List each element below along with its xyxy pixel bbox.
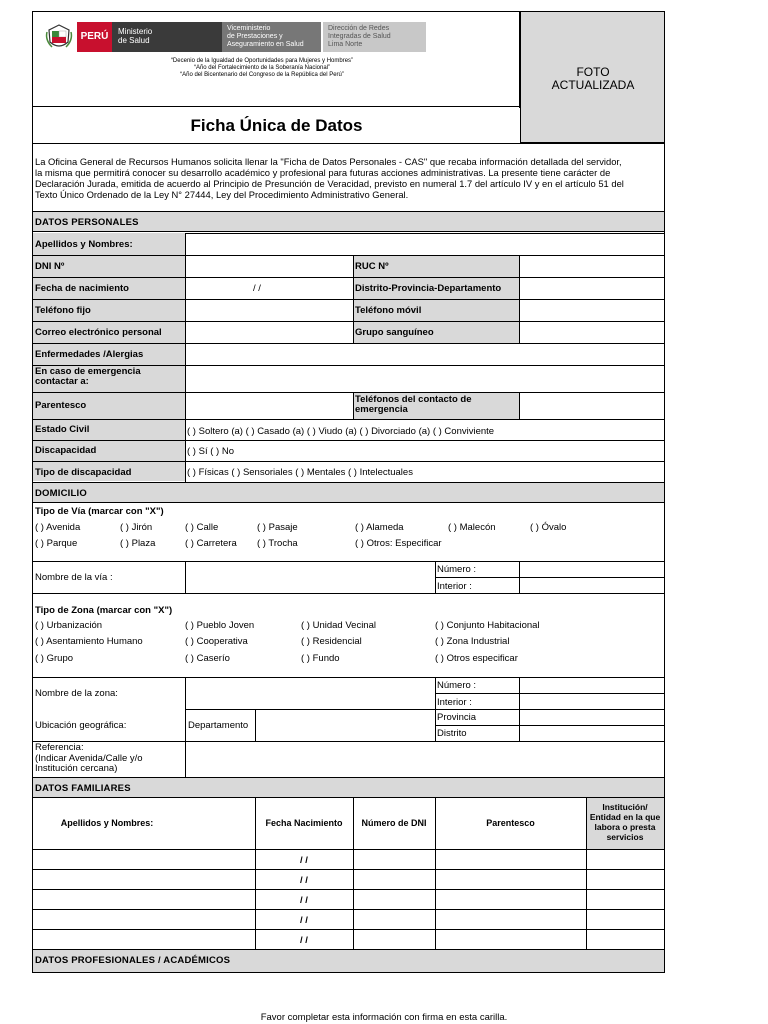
- footer-note: Favor completar esta información con firma en esta carilla.: [260, 1012, 508, 1023]
- nombre-via-field[interactable]: [186, 562, 435, 593]
- zona-option[interactable]: ( ) Residencial: [301, 636, 362, 647]
- label-provincia: Provincia: [437, 712, 477, 723]
- label-interior: Interior :: [437, 697, 472, 708]
- label-parentesco: Parentesco: [35, 400, 87, 411]
- col-institucion-line: servicios: [606, 832, 644, 842]
- label-emergencia-line: contactar a:: [35, 376, 89, 387]
- zona-option[interactable]: ( ) Fundo: [301, 653, 340, 664]
- photo-label: [521, 66, 665, 92]
- zona-numero-field[interactable]: [520, 678, 664, 693]
- col-parentesco: Parentesco: [486, 818, 535, 828]
- col-institucion: [586, 802, 664, 842]
- vice-line: Viceministerio: [227, 25, 271, 32]
- label-tel-contacto-line: emergencia: [355, 404, 408, 415]
- tel-contacto-field[interactable]: [520, 393, 664, 419]
- col-apellidos: Apellidos y Nombres:: [60, 818, 154, 828]
- fecha-nacimiento-field[interactable]: / /: [253, 283, 261, 294]
- section-datos-familiares: [33, 777, 664, 798]
- correo-field[interactable]: [186, 322, 352, 343]
- emergencia-field[interactable]: [186, 366, 664, 392]
- label-nombre-via: Nombre de la vía :: [35, 572, 113, 583]
- label-nombre-zona: Nombre de la zona:: [35, 688, 118, 699]
- interior-field[interactable]: [520, 578, 664, 593]
- col-numero-dni: Número de DNI: [361, 818, 427, 828]
- label-estado-civil: Estado Civil: [35, 424, 90, 435]
- label-telefono-movil: Teléfono móvil: [355, 305, 422, 316]
- zona-option[interactable]: ( ) Otros especificar: [435, 653, 518, 664]
- via-option[interactable]: ( ) Avenida: [35, 522, 81, 533]
- decenio-line: “Año del Bicentenario del Congreso de la República del Perú”: [180, 72, 344, 78]
- enfermedades-field[interactable]: [186, 344, 664, 365]
- ruc-field[interactable]: [520, 256, 664, 277]
- photo-box[interactable]: [520, 12, 664, 143]
- via-option[interactable]: ( ) Plaza: [120, 538, 156, 549]
- vice-line: Aseguramiento en Salud: [227, 41, 304, 48]
- via-option[interactable]: ( ) Óvalo: [530, 522, 567, 533]
- numero-field[interactable]: [520, 562, 664, 577]
- section-datos-personales: [33, 211, 664, 232]
- referencia-field[interactable]: [186, 742, 664, 777]
- table-row-date[interactable]: / /: [300, 855, 308, 866]
- label-apellidos: Apellidos y Nombres:: [35, 239, 133, 250]
- via-option[interactable]: ( ) Malecón: [448, 522, 496, 533]
- ministerio-line: Ministerio: [118, 27, 153, 36]
- coat-of-arms-icon: [44, 22, 74, 52]
- col-fecha-nacimiento: Fecha Nacimiento: [265, 818, 343, 828]
- discapacidad-options[interactable]: ( ) Sí ( ) No: [187, 446, 234, 457]
- label-interior: Interior :: [437, 581, 472, 592]
- telefono-fijo-field[interactable]: [186, 300, 352, 321]
- decenio-line: “Decenio de la Igualdad de Oportunidades para Mujeres y Hombres”: [170, 58, 354, 64]
- via-option[interactable]: ( ) Calle: [185, 522, 219, 533]
- label-tel-contacto: [355, 395, 471, 415]
- intro-line: la misma que permitirá conocer su desarrollo académico y profesional para futuras acciones administrativas. La presente tiene carácter de: [35, 167, 611, 178]
- label-distrito: Distrito-Provincia-Departamento: [355, 283, 502, 294]
- col-institucion-line: labora o presta: [594, 822, 656, 832]
- header-block: [32, 11, 520, 108]
- label-grupo-sanguineo: Grupo sanguíneo: [355, 327, 434, 338]
- peru-badge: PERÚ: [77, 22, 112, 52]
- via-option[interactable]: ( ) Carretera: [185, 538, 237, 549]
- intro-line: La Oficina General de Recursos Humanos solicita llenar la "Ficha de Datos Personales - CAS" que recaba información detallada del servidor,: [35, 156, 622, 167]
- via-option[interactable]: ( ) Parque: [35, 538, 78, 549]
- zona-option[interactable]: ( ) Zona Industrial: [435, 636, 510, 647]
- label-referencia-line: (Indicar Avenida/Calle y/o: [35, 752, 143, 764]
- label-ruc: RUC Nº: [355, 261, 389, 272]
- label-emergencia: [35, 367, 141, 387]
- zona-option[interactable]: ( ) Unidad Vecinal: [301, 620, 376, 631]
- telefono-movil-field[interactable]: [520, 300, 664, 321]
- via-option[interactable]: ( ) Jirón: [120, 522, 153, 533]
- label-referencia-line: Referencia:: [35, 742, 84, 753]
- label-numero: Número :: [437, 564, 477, 575]
- direccion-line: Integradas de Salud: [328, 33, 391, 40]
- table-row-date[interactable]: / /: [300, 895, 308, 906]
- provincia-field[interactable]: [520, 710, 664, 725]
- tipo-discapacidad-options[interactable]: ( ) Físicas ( ) Sensoriales ( ) Mentales ( ) Intelectuales: [187, 467, 413, 478]
- photo-label-line: ACTUALIZADA: [551, 78, 635, 92]
- nombre-zona-field[interactable]: [186, 678, 435, 709]
- label-tel-contacto-line: Teléfonos del contacto de: [355, 394, 472, 405]
- section-domicilio: [33, 482, 664, 503]
- label-numero: Número :: [437, 680, 477, 691]
- label-tipo-discapacidad: Tipo de discapacidad: [35, 467, 132, 478]
- zona-option[interactable]: ( ) Pueblo Joven: [185, 620, 255, 631]
- zona-option[interactable]: ( ) Grupo: [35, 653, 74, 664]
- viceministerio-badge: [222, 22, 321, 52]
- section-title: DATOS PROFESIONALES / ACADÉMICOS: [35, 955, 231, 966]
- table-row-date[interactable]: / /: [300, 935, 308, 946]
- label-telefono-fijo: Teléfono fijo: [35, 305, 91, 316]
- intro-paragraph: [35, 156, 624, 200]
- label-departamento: Departamento: [188, 720, 249, 731]
- label-tipo-zona: Tipo de Zona (marcar con "X"): [35, 605, 173, 616]
- zona-option[interactable]: ( ) Urbanización: [35, 620, 103, 631]
- zona-option[interactable]: ( ) Cooperativa: [185, 636, 248, 647]
- vice-line: de Prestaciones y: [227, 33, 283, 40]
- zona-option[interactable]: ( ) Conjunto Habitacional: [435, 620, 540, 631]
- ministerio-badge: [112, 22, 222, 52]
- label-emergencia-line: En caso de emergencia: [35, 366, 141, 377]
- grupo-sanguineo-field[interactable]: [520, 322, 664, 343]
- table-row-date[interactable]: / /: [300, 915, 308, 926]
- intro-line: Texto Único Ordenado de la Ley N° 27444, Ley del Procedimiento Administrativo General.: [35, 189, 409, 200]
- page-title: Ficha Única de Datos: [190, 116, 363, 135]
- via-option[interactable]: ( ) Pasaje: [257, 522, 298, 533]
- label-tipo-via: Tipo de Vía (marcar con "X"): [35, 506, 164, 517]
- section-title: DATOS PERSONALES: [35, 217, 139, 228]
- label-dni: DNI Nº: [35, 261, 65, 272]
- col-institucion-line: Entidad en la que: [589, 812, 661, 822]
- label-distrito-geo: Distrito: [437, 728, 467, 739]
- decenio-text: [72, 58, 452, 79]
- section-title: DOMICILIO: [35, 488, 87, 499]
- distrito-geo-field[interactable]: [520, 726, 664, 741]
- departamento-field[interactable]: [256, 710, 435, 741]
- parentesco-field[interactable]: [186, 393, 352, 419]
- photo-label-line: FOTO: [576, 65, 610, 79]
- apellidos-field[interactable]: [186, 234, 664, 255]
- decenio-line: “Año del Fortalecimiento de la Soberanía Nacional”: [193, 65, 331, 71]
- dni-field[interactable]: [186, 256, 352, 277]
- distrito-field[interactable]: [520, 278, 664, 299]
- zona-option[interactable]: ( ) Asentamiento Humano: [35, 636, 143, 647]
- via-option[interactable]: ( ) Otros: Especificar: [355, 538, 442, 549]
- ministerio-line: de Salud: [118, 36, 150, 45]
- label-enfermedades: Enfermedades /Alergias: [35, 349, 144, 360]
- label-ubicacion: Ubicación geográfica:: [35, 720, 127, 731]
- label-referencia: [35, 743, 143, 775]
- intro-line: Declaración Jurada, emitida de acuerdo al Principio de Presunción de Veracidad, previsto en numeral 1.7 del artículo IV y en el artículo 51 del: [35, 178, 624, 189]
- section-datos-profesionales: [33, 949, 664, 972]
- label-correo: Correo electrónico personal: [35, 327, 162, 338]
- form-sheet: [32, 11, 665, 973]
- direccion-line: Dirección de Redes: [328, 25, 390, 32]
- section-title: DATOS FAMILIARES: [35, 783, 131, 794]
- col-institucion-line: Institución/: [602, 802, 648, 812]
- estado-civil-options[interactable]: ( ) Soltero (a) ( ) Casado (a) ( ) Viudo (a) ( ) Divorciado (a) ( ) Conviviente: [187, 426, 495, 437]
- via-option[interactable]: ( ) Alameda: [355, 522, 404, 533]
- zona-option[interactable]: ( ) Caserío: [185, 653, 230, 664]
- label-discapacidad: Discapacidad: [35, 445, 97, 456]
- direccion-badge: [323, 22, 426, 52]
- label-fecha-nacimiento: Fecha de nacimiento: [35, 283, 129, 294]
- label-referencia-line: Institución cercana): [35, 763, 118, 774]
- zona-interior-field[interactable]: [520, 694, 664, 709]
- via-option[interactable]: ( ) Trocha: [257, 538, 298, 549]
- direccion-line: Lima Norte: [328, 41, 363, 48]
- table-row-date[interactable]: / /: [300, 875, 308, 886]
